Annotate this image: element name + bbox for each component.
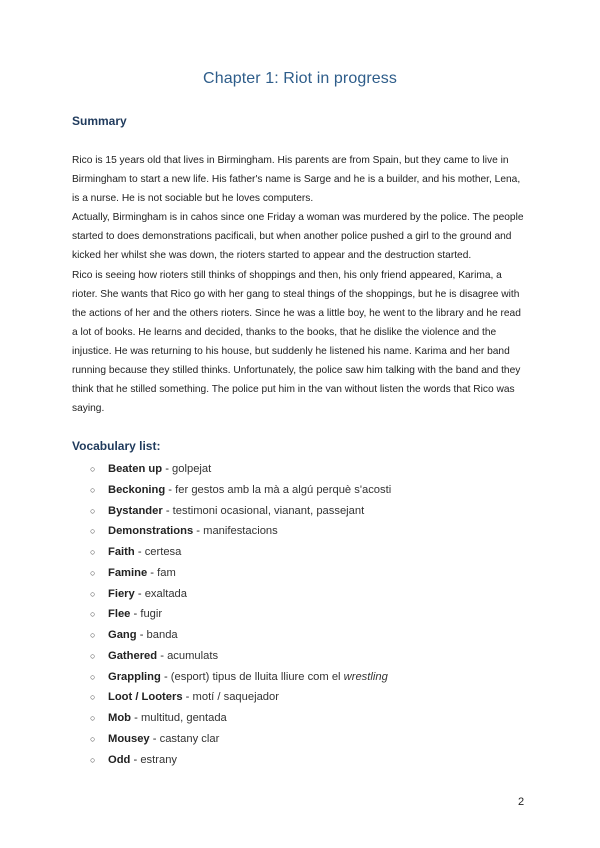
term-separator: - (136, 629, 147, 641)
term-separator: - (147, 566, 158, 579)
vocabulary-list (90, 459, 391, 770)
term-separator: - (134, 587, 145, 600)
vocabulary-definition: certesa (144, 546, 182, 558)
bullet-icon: ○ (90, 671, 96, 682)
vocabulary-item (90, 542, 391, 563)
summary-paragraph-3: Rico is seeing how rioters still thinks of shoppings and then, his only friend appeared, Karima, a rioter. She wants that Rico go with her gang to steal things of the shoppings, but he is disagree with the actions of her and the others rioters. Since he was a little boy, he went to the library and he read a lot of books. He learns and decided, thanks to the books, that he dislike the violence and the injustice. He was returning to his house, but suddenly he listened his name. Karima and her band running because they stilled thinks. Unfortunately, the police saw him talking with the band and they think that he stilled something. The police put him in the van without listen the words that Rico was saying. (72, 269, 521, 415)
vocabulary-definition: exaltada (144, 587, 188, 600)
bullet-icon: ○ (90, 464, 96, 474)
vocabulary-item (90, 667, 391, 688)
vocabulary-item (90, 687, 391, 708)
vocabulary-definition: fugir (140, 608, 163, 621)
bullet-icon: ○ (90, 650, 96, 661)
summary-heading: Summary (72, 114, 127, 128)
vocabulary-term: Beaten up (108, 463, 163, 475)
vocabulary-term: Famine (108, 566, 148, 579)
vocabulary-item (90, 750, 391, 771)
vocabulary-definition: multitud, gentada (140, 712, 227, 724)
vocabulary-item (90, 563, 391, 584)
bullet-icon: ○ (90, 754, 96, 765)
summary-body (72, 151, 528, 418)
vocabulary-definition: banda (146, 629, 178, 641)
vocabulary-item (90, 625, 391, 646)
vocabulary-item (90, 480, 391, 501)
vocabulary-term: Grappling (108, 670, 161, 683)
bullet-icon: ○ (90, 713, 96, 723)
vocabulary-item (90, 729, 391, 750)
term-separator: - (157, 649, 168, 662)
vocabulary-definition: castany clar (159, 732, 220, 745)
vocabulary-term: Gang (108, 629, 137, 641)
vocabulary-item (90, 708, 391, 729)
term-separator: - (149, 732, 160, 745)
term-separator: - (160, 670, 171, 683)
vocabulary-definition: fer gestos amb la mà a algú perquè s'acosti (175, 483, 392, 496)
term-separator: - (130, 608, 141, 621)
vocabulary-term: Beckoning (108, 483, 166, 496)
bullet-icon: ○ (90, 567, 96, 578)
term-separator: - (182, 691, 193, 704)
bullet-icon: ○ (90, 733, 96, 744)
bullet-icon: ○ (90, 692, 96, 703)
term-separator: - (162, 463, 173, 475)
vocabulary-term: Bystander (108, 504, 163, 517)
page-number: 2 (518, 796, 525, 808)
bullet-icon: ○ (90, 630, 96, 640)
vocabulary-term: Mousey (108, 732, 150, 745)
vocabulary-term: Loot / Looters (108, 691, 183, 704)
vocabulary-term: Mob (108, 712, 131, 724)
vocabulary-definition: (esport) tipus de lluita lliure com el (170, 670, 344, 683)
bullet-icon: ○ (90, 547, 96, 557)
vocabulary-heading: Vocabulary list: (72, 439, 161, 453)
summary-paragraph-1: Rico is 15 years old that lives in Birmingham. His parents are from Spain, but they came to live in Birmingham to start a new life. His father's name is Sarge and he is a builder, and his mother, Lena, is a nurse. He is not sociable but he loves computers. (72, 155, 521, 205)
term-separator: - (134, 546, 145, 558)
vocabulary-definition: acumulats (167, 649, 219, 662)
vocabulary-item (90, 521, 391, 542)
vocabulary-item (90, 584, 391, 605)
vocabulary-definition: testimoni ocasional, vianant, passejant (172, 504, 365, 517)
vocabulary-term: Fiery (108, 587, 135, 600)
vocabulary-term: Gathered (108, 649, 158, 662)
vocabulary-definition: estrany (140, 753, 178, 766)
term-separator: - (165, 483, 176, 496)
vocabulary-definition: manifestacions (203, 525, 278, 538)
vocabulary-term: Demonstrations (108, 525, 194, 538)
vocabulary-term: Faith (108, 546, 135, 558)
term-separator: - (162, 504, 173, 517)
chapter-title: Chapter 1: Riot in progress (203, 70, 397, 87)
bullet-icon: ○ (90, 588, 96, 599)
vocabulary-term: Flee (108, 608, 131, 621)
vocabulary-item (90, 501, 391, 522)
vocabulary-definition-emphasis: wrestling (343, 670, 388, 683)
summary-paragraph-2: Actually, Birmingham is in cahos since one Friday a woman was murdered by the police. The people started to does demonstrations pacificali, but when another police pushed a girl to the ground and kicked her whilst she was down, the rioters started to appear and the destruction started. (72, 212, 524, 262)
term-separator: - (193, 525, 204, 538)
vocabulary-item (90, 646, 391, 667)
bullet-icon: ○ (90, 526, 96, 537)
bullet-icon: ○ (90, 609, 96, 620)
vocabulary-term: Odd (108, 753, 131, 766)
vocabulary-definition: golpejat (172, 463, 212, 475)
vocabulary-definition: motí / saquejador (192, 691, 279, 704)
term-separator: - (131, 712, 141, 724)
vocabulary-item (90, 604, 391, 625)
bullet-icon: ○ (90, 505, 96, 516)
vocabulary-item (90, 459, 391, 480)
vocabulary-definition: fam (157, 566, 176, 579)
bullet-icon: ○ (90, 484, 96, 495)
term-separator: - (130, 753, 141, 766)
